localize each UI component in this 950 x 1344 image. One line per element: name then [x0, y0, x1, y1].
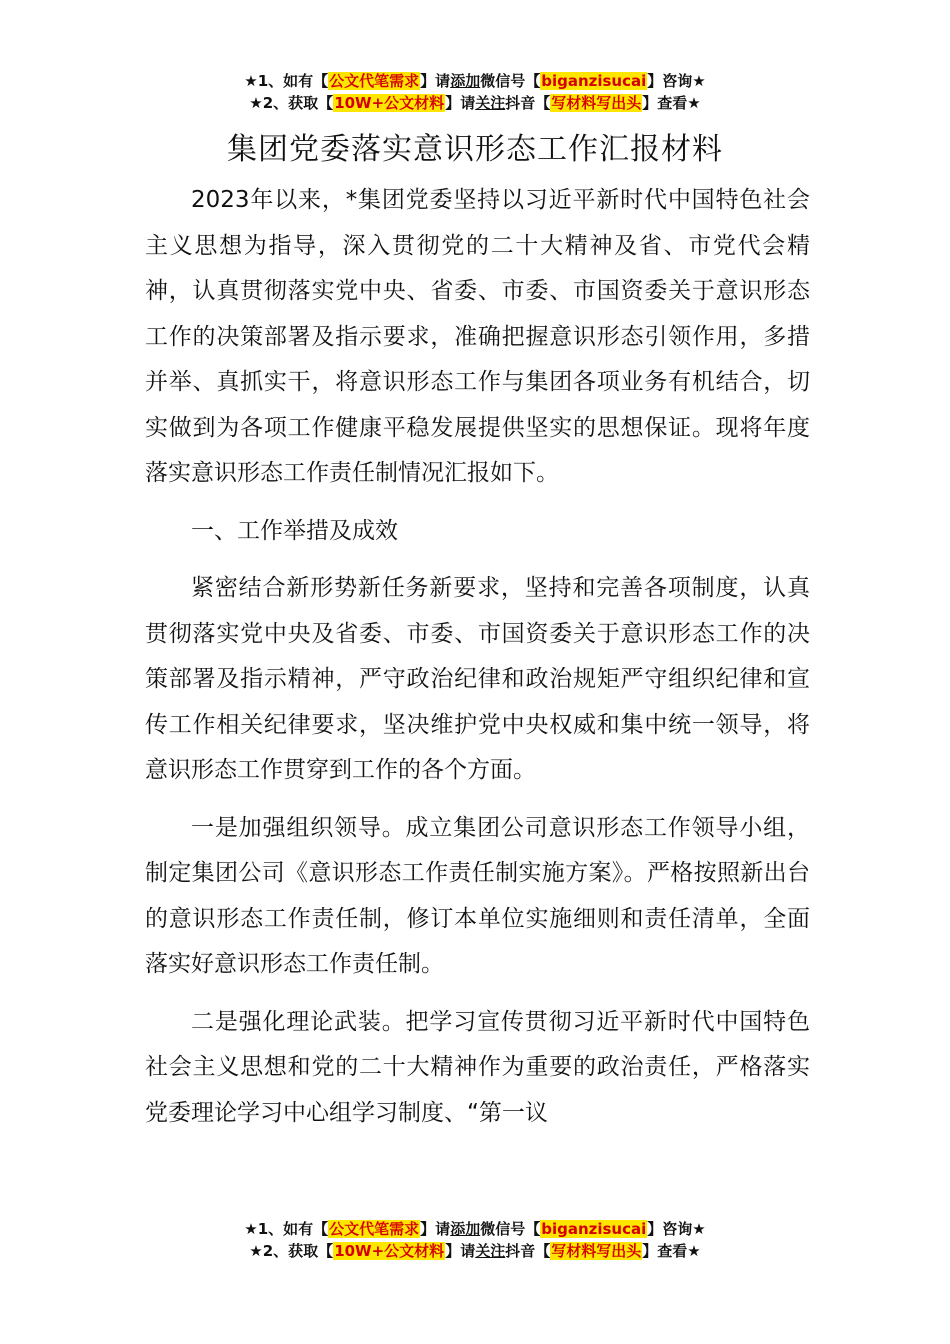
highlight-douyin: 写材料写出头: [551, 1242, 642, 1260]
notice-text: 微信号【: [480, 1220, 541, 1238]
header-notice: [0, 70, 950, 114]
paragraph-overview: 紧密结合新形势新任务新要求，坚持和完善各项制度，认真贯彻落实党中央及省委、市委、市国资委关于意识形态工作的决策部署及指示精神，严守政治纪律和政治规矩严守组织纪律和宣传工作相关纪律要求，坚决维护党中央权威和集中统一领导，将意识形态工作贯穿到工作的各个方面。: [145, 575, 810, 783]
notice-text: 】咨询★: [647, 72, 706, 90]
notice-text: ★2、获取【: [249, 94, 334, 112]
notice-text: 】请: [420, 1220, 451, 1238]
highlight-wechat-id: biganzisucai: [541, 1220, 647, 1238]
notice-text: ★2、获取【: [249, 1242, 334, 1260]
notice-line-1: [0, 70, 950, 92]
notice-text: 微信号【: [480, 72, 541, 90]
notice-text: 抖音【: [505, 94, 551, 112]
highlight-materials: 10W+公文材料: [334, 94, 445, 112]
notice-line-2: [0, 1240, 950, 1262]
notice-line-1: [0, 1218, 950, 1240]
footer-notice: [0, 1218, 950, 1262]
notice-text: ★1、如有【: [244, 72, 329, 90]
highlight-materials: 10W+公文材料: [334, 1242, 445, 1260]
highlight-service: 公文代笔需求: [329, 1220, 420, 1238]
notice-text: ★1、如有【: [244, 1220, 329, 1238]
document-body: [145, 178, 810, 1148]
paragraph-intro: 2023年以来，*集团党委坚持以习近平新时代中国特色社会主义思想为指导，深入贯彻党的二十大精神及省、市党代会精神，认真贯彻落实党中央、省委、市委、市国资委关于意识形态工作的决策部署及指示要求，准确把握意识形态引领作用，多措并举、真抓实干，将意识形态工作与集团各项业务有机结合，切实做到为各项工作健康平稳发展提供坚实的思想保证。现将年度落实意识形态工作责任制情况汇报如下。: [145, 187, 810, 486]
notice-text: 】请: [445, 94, 476, 112]
underline-add: 添加: [450, 1220, 481, 1238]
notice-line-2: [0, 92, 950, 114]
document-title: 集团党委落实意识形态工作汇报材料: [227, 132, 723, 167]
notice-text: 】咨询★: [647, 1220, 706, 1238]
notice-text: 】查看★: [642, 94, 701, 112]
underline-follow: 关注: [475, 1242, 506, 1260]
underline-add: 添加: [450, 72, 481, 90]
highlight-douyin: 写材料写出头: [551, 94, 642, 112]
highlight-service: 公文代笔需求: [329, 72, 420, 90]
notice-text: 】请: [420, 72, 451, 90]
section-heading: 一、工作举措及成效: [191, 517, 398, 544]
notice-text: 抖音【: [505, 1242, 551, 1260]
notice-text: 】请: [445, 1242, 476, 1260]
paragraph-point-1: 一是加强组织领导。成立集团公司意识形态工作领导小组，制定集团公司《意识形态工作责任制实施方案》。严格按照新出台的意识形态工作责任制，修订本单位实施细则和责任清单，全面落实好意识形态工作责任制。: [145, 814, 810, 977]
notice-text: 】查看★: [642, 1242, 701, 1260]
highlight-wechat-id: biganzisucai: [541, 72, 647, 90]
paragraph-point-2: 二是强化理论武装。把学习宣传贯彻习近平新时代中国特色社会主义思想和党的二十大精神作为重要的政治责任，严格落实党委理论学习中心组学习制度、“第一议: [145, 1008, 810, 1126]
underline-follow: 关注: [475, 94, 506, 112]
